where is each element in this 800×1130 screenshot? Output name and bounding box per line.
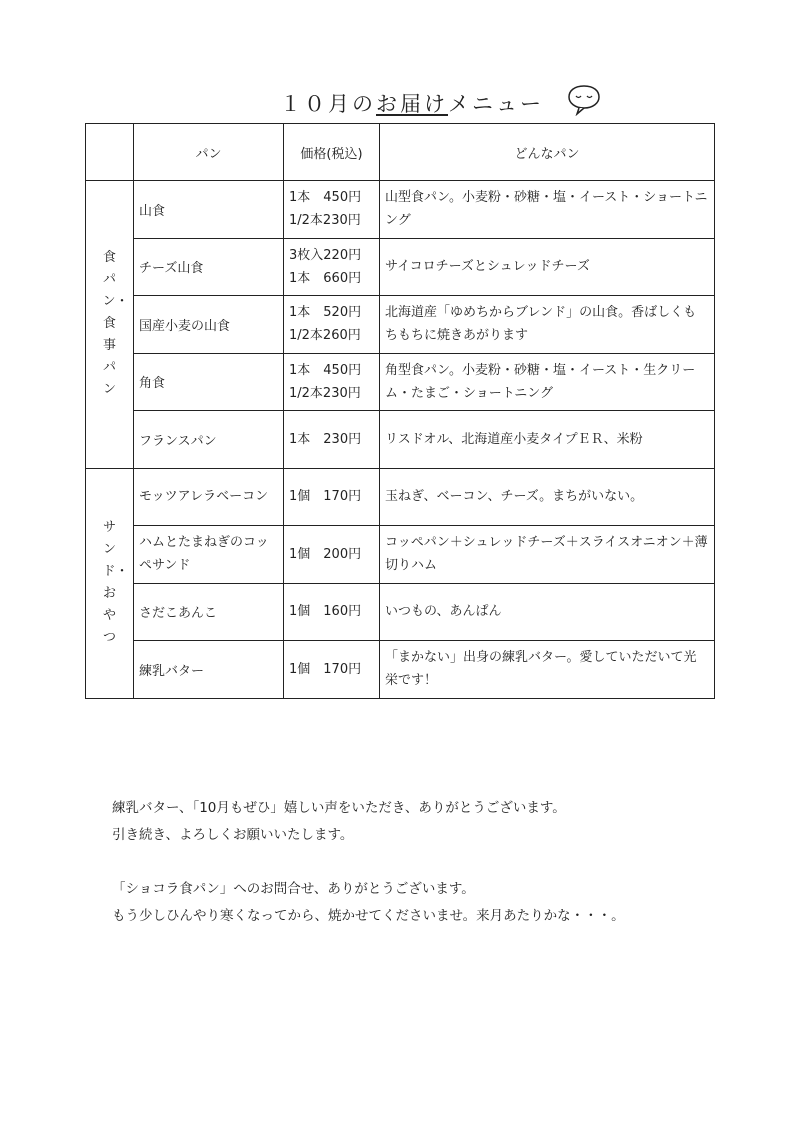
table-row: [86, 583, 715, 641]
header-price: 価格(税込): [284, 124, 380, 181]
item-description: 「まかない」出身の練乳バター。愛していただいて光栄です！: [380, 641, 715, 699]
category-label: 食パン・食事パン: [102, 250, 129, 398]
category-cell: [86, 468, 134, 698]
item-price: 1本 450円 1/2本230円: [284, 181, 380, 239]
header-corner: [86, 124, 134, 181]
notes-section: [112, 795, 625, 930]
note-line: 「ショコラ食パン」へのお問合せ、ありがとうございます。: [112, 881, 475, 897]
item-price: 1個 160円: [284, 583, 380, 641]
menu-table: [85, 123, 715, 699]
note-line: 練乳バター、「10月もぜひ」嬉しい声をいただき、ありがとうございます。: [112, 800, 566, 816]
item-name: 山食: [134, 181, 284, 239]
category-cell: [86, 181, 134, 469]
item-price: 1個 170円: [284, 641, 380, 699]
item-price: 1本 450円 1/2本230円: [284, 353, 380, 411]
item-price: 1本 520円 1/2本260円: [284, 296, 380, 354]
table-row: [86, 181, 715, 239]
table-row: [86, 238, 715, 296]
item-name: ハムとたまねぎのコッペサンド: [134, 526, 284, 584]
table-row: [86, 411, 715, 469]
item-description: 玉ねぎ、ベーコン、チーズ。まちがいない。: [380, 468, 715, 526]
smiley-face-icon: [567, 84, 601, 116]
header-bread: パン: [134, 124, 284, 181]
table-row: [86, 296, 715, 354]
item-name: チーズ山食: [134, 238, 284, 296]
item-description: サイコロチーズとシュレッドチーズ: [380, 238, 715, 296]
page-title: １０月のお届けメニュー: [280, 92, 544, 116]
item-description: 山型食パン。小麦粉・砂糖・塩・イースト・ショートニング: [380, 181, 715, 239]
note-line: 引き続き、よろしくお願いいたします。: [112, 827, 354, 843]
table-row: [86, 468, 715, 526]
item-name: 角食: [134, 353, 284, 411]
table-row: [86, 641, 715, 699]
item-name: 国産小麦の山食: [134, 296, 284, 354]
table-row: [86, 526, 715, 584]
item-name: 練乳バター: [134, 641, 284, 699]
item-description: コッペパン＋シュレッドチーズ＋スライスオニオン＋薄切りハム: [380, 526, 715, 584]
item-price: 3枚入220円 1本 660円: [284, 238, 380, 296]
header-row: [86, 124, 715, 181]
item-price: 1個 170円: [284, 468, 380, 526]
item-name: モッツアレラベーコン: [134, 468, 284, 526]
item-description: いつもの、あんぱん: [380, 583, 715, 641]
item-description: 北海道産「ゆめちからブレンド」の山食。香ばしくもちもちに焼きあがります: [380, 296, 715, 354]
item-name: さだこあんこ: [134, 583, 284, 641]
item-description: 角型食パン。小麦粉・砂糖・塩・イースト・生クリーム・たまご・ショートニング: [380, 353, 715, 411]
item-price: 1本 230円: [284, 411, 380, 469]
item-description: リスドオル、北海道産小麦タイプＥＲ、米粉: [380, 411, 715, 469]
category-label: サンド・おやつ: [102, 520, 129, 645]
header-description: どんなパン: [380, 124, 715, 181]
note-line: もう少しひんやり寒くなってから、焼かせてくださいませ。来月あたりかな・・・。: [112, 908, 625, 924]
item-price: 1個 200円: [284, 526, 380, 584]
note-spacer: [112, 849, 625, 876]
table-row: [86, 353, 715, 411]
item-name: フランスパン: [134, 411, 284, 469]
